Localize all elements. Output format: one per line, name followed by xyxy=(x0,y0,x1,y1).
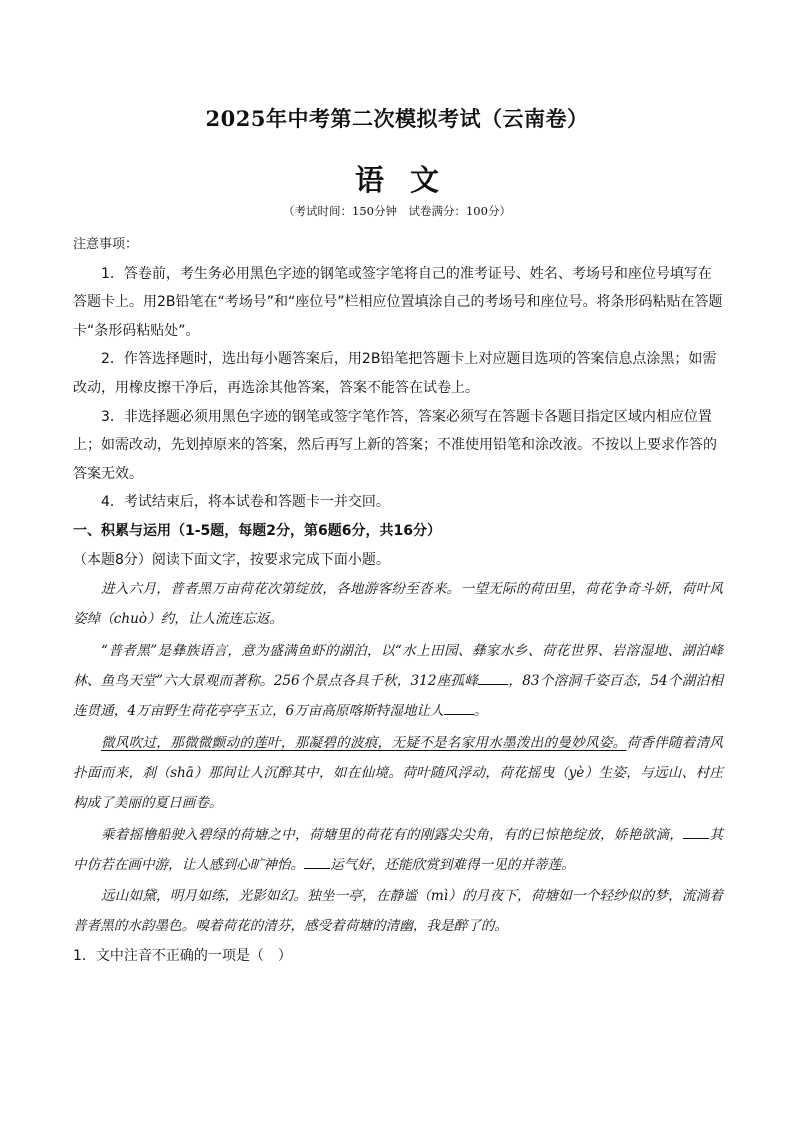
section-instruction: （本题8分）阅读下面文字，按要求完成下面小题。 xyxy=(73,551,390,568)
passage-text: 荷香伴随着清风扑面而来，刹（shā）那间让人沉醉其中，如在仙境。荷叶随风浮动，荷花摇曳（yè）生姿，与远山、村庄构成了美丽的夏日画卷。 xyxy=(73,734,724,812)
passage-text: ，83个溶洞千姿百态，54个湖泊相连贯通，4万亩野生荷花亭亭玉立，6万亩高原喀斯特湿地让人 xyxy=(73,673,723,720)
passage-text: 运气好，还能欣赏到难得一见的并蒂莲。 xyxy=(330,856,575,873)
passage-paragraph-5: 远山如黛，明月如练，光影如幻。独坐一亭，在静谧（mì）的月夜下，荷塘如一个轻纱似的梦，流淌着普者黑的水韵墨色。嗅着荷花的清芬，感受着荷塘的清幽，我是醉了的。 xyxy=(73,888,723,935)
fill-blank xyxy=(478,670,508,685)
passage-text: 其中仿若在画中游，让人感到心旷神怡。 xyxy=(73,826,724,873)
passage-paragraph-1: 进入六月，普者黑万亩荷花次第绽放，各地游客纷至沓来。一望无际的荷田里，荷花争奇斗妍，荷叶风姿绰（chuò）约，让人流连忘返。 xyxy=(73,581,723,628)
fill-blank xyxy=(304,854,330,869)
subject-title: 语文 xyxy=(354,163,465,197)
fill-blank xyxy=(683,824,709,839)
passage-text: 。 xyxy=(473,703,488,720)
exam-info: （考试时间：150分钟 试卷满分：100分） xyxy=(283,204,511,218)
underlined-sentence: 微风吹过，那微微颤动的莲叶，那凝碧的波痕，无疑不是名家用水墨泼出的曼妙风姿。 xyxy=(101,734,627,751)
notice-heading: 注意事项： xyxy=(73,237,139,252)
passage-paragraph-3 xyxy=(73,728,723,819)
passage-paragraph-2 xyxy=(73,636,723,727)
passage-text: 乘着摇橹船驶入碧绿的荷塘之中，荷塘里的荷花有的刚露尖尖角，有的已惊艳绽放，娇艳欲滴， xyxy=(101,826,684,843)
question-1: 1．文中注音不正确的一项是（ ） xyxy=(73,947,292,964)
notice-item-1: 1．答卷前，考生务必用黑色字迹的钢笔或签字笔将自己的准考证号、姓名、考场号和座位号填写在答题卡上。用2B铅笔在“考场号”和“座位号”栏相应位置填涂自己的考场号和座位号。将条形码粘贴在答题卡“条形码粘贴处”。 xyxy=(73,265,723,339)
notice-item-4: 4．考试结束后，将本试卷和答题卡一并交回。 xyxy=(101,494,390,511)
passage-paragraph-4 xyxy=(73,820,723,881)
fill-blank xyxy=(444,700,474,715)
section-heading: 一、积累与运用（1-5题，每题2分，第6题6分，共16分） xyxy=(73,522,441,539)
notice-item-2: 2．作答选择题时，选出每小题答案后，用2B铅笔把答题卡上对应题目选项的答案信息点涂黑；如需改动，用橡皮擦干净后，再选涂其他答案，答案不能答在试卷上。 xyxy=(73,351,717,396)
exam-title: 2025年中考第二次模拟考试（云南卷） xyxy=(205,106,589,131)
exam-content xyxy=(73,231,723,970)
passage-text: “普者黑”是彝族语言，意为盛满鱼虾的湖泊，以“水上田园、彝家水乡、荷花世界、岩溶湿地、湖泊峰林、鱼鸟天堂”六大景观而著称。256个景点各具千秋，312座孤峰 xyxy=(73,642,723,690)
notice-item-3: 3．非选择题必须用黑色字迹的钢笔或签字笔作答，答案必须写在答题卡各题目指定区域内相应位置上；如需改动，先划掉原来的答案，然后再写上新的答案；不准使用铅笔和涂改液。不按以上要求作答的答案无效。 xyxy=(73,408,717,482)
